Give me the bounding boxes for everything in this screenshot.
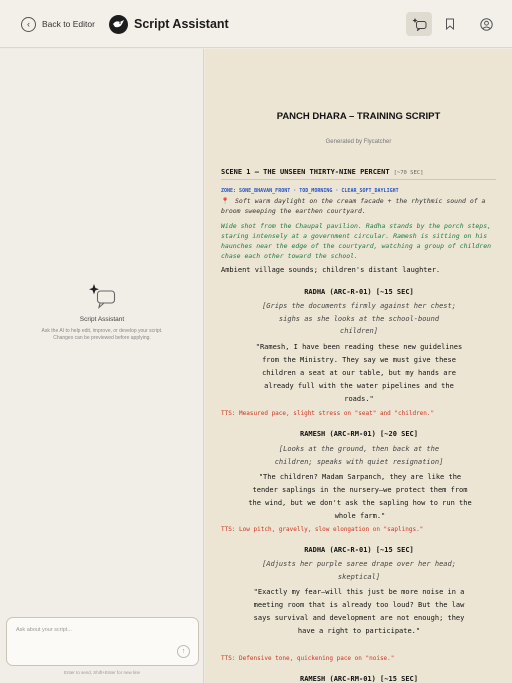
assistant-sparkle-chat-icon [87, 282, 117, 310]
scene-heading-text: SCENE 1 — THE UNSEEN THIRTY-NINE PERCENT [221, 168, 390, 176]
scene-direction: Wide shot from the Chaupal pavilion. Radha stands by the porch steps, staring intensely at a government circular. Ramesh is sitting on his haunches near the edge of the courtyard, watching a group of children chase each other toward the school. [221, 222, 492, 260]
scene-duration: [~70 SEC] [393, 170, 424, 176]
assistant-panel [0, 49, 204, 683]
dialogue: "The children? Madam Sarpanch, they are like the tender saplings in the nursery—we protect them from the wind, but we don't ask the sapling how to run the whole farm." [248, 473, 472, 520]
parenthetical: [Grips the documents firmly against her chest; sighs as she looks at the school-bound children] [262, 302, 456, 336]
back-to-editor-button[interactable] [21, 16, 95, 32]
parenthetical: [Looks at the ground, then back at the children; speaks with quiet resignation] [274, 445, 444, 466]
input-hint: Enter to send, Shift+Enter for new line [64, 670, 140, 675]
tts-note: TTS: Low pitch, gravelly, slow elongation on "saplings." [221, 526, 424, 533]
ambient-note: Ambient village sounds; children's distant laughter. [221, 266, 441, 274]
assistant-chat-toggle-button[interactable] [406, 12, 432, 36]
bird-logo-icon [109, 15, 128, 34]
account-button[interactable] [473, 12, 499, 36]
assistant-input-placeholder: Ask about your script... [16, 627, 72, 633]
app-header [0, 0, 512, 48]
location-pin-icon: 📍 [221, 197, 230, 205]
chat-sparkle-icon [411, 17, 427, 31]
dialogue: "Ramesh, I have been reading these new guidelines from the Ministry. They say we must give these children a seat at our table, but my hands are already full with the water pipelines and the roads." [255, 343, 463, 403]
bookmark-button[interactable] [437, 12, 463, 36]
assistant-empty-state [0, 282, 204, 342]
scene-heading [221, 168, 496, 180]
tts-note: TTS: Defensive tone, quickening pace on "noise." [221, 655, 395, 662]
assistant-input[interactable] [6, 617, 199, 666]
generated-by: Generated by Flycatcher [325, 139, 392, 145]
bookmark-icon [445, 18, 455, 30]
parenthetical: [Adjusts her purple saree drape over her head; skeptical] [262, 560, 456, 581]
assistant-description: Ask the AI to help edit, improve, or develop your script. Changes can be previewed before applying. [41, 328, 163, 341]
chevron-left-icon: ‹ [21, 17, 36, 32]
tts-note: TTS: Measured pace, slight stress on "seat" and "children." [221, 410, 435, 417]
sound-note [221, 196, 497, 216]
character-cue: RAMESH (ARC-RM-01) [~15 SEC] [299, 675, 418, 683]
character-cue: RADHA (ARC-R-01) [~15 SEC] [304, 288, 414, 296]
scene-meta: ZONE: SONE_BHAVAN_FRONT · TOD_MORNING · CLEAR_SOFT_DAYLIGHT [221, 188, 399, 194]
dialogue: "Exactly my fear—will this just be more noise in a meeting room that is already too loud? But the law says survival and development are not enough; they have a right to participate." [253, 588, 465, 635]
assistant-title: Script Assistant [79, 316, 125, 323]
brand [109, 14, 229, 34]
script-page [205, 49, 512, 683]
user-circle-icon [480, 18, 493, 31]
app-title: Script Assistant [134, 17, 229, 31]
character-cue: RAMESH (ARC-RM-01) [~20 SEC] [299, 430, 418, 438]
sound-note-text: Soft warm daylight on the cream facade + the rhythmic sound of a broom sweeping the earthen courtyard. [221, 197, 486, 215]
character-cue: RADHA (ARC-R-01) [~15 SEC] [304, 546, 414, 554]
send-button[interactable]: ↑ [177, 645, 190, 658]
back-to-editor-label: Back to Editor [42, 19, 95, 29]
script-title: PANCH DHARA – TRAINING SCRIPT [276, 111, 441, 122]
